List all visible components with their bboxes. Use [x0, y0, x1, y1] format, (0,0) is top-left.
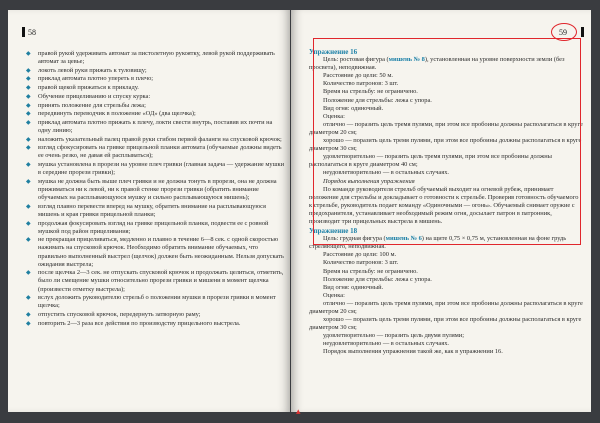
list-item: ◆ принять положение для стрельбы лежа; — [26, 102, 284, 110]
right-page-number: 59 — [559, 28, 567, 37]
param-line: Расстояние до цели: 100 м. — [323, 251, 397, 259]
param-line: Положение для стрельбы: лежа с упора. — [323, 275, 432, 283]
list-item: ◆ после щелчка 2—3 сек. не отпускать спусковой крючок и продолжать целиться, отметить, было ли смещение мушки относительно прорези гривки и мишени в момент щелчка (произвести отметку выстрела); — [26, 269, 284, 293]
list-item: ◆ локоть левой руки прижать к туловищу; — [26, 67, 284, 75]
grade-line: отлично — поразить цель тремя пулями, при этом все пробоины должны располагаться в круге диаметром 20 см; — [309, 120, 583, 136]
bottom-mark-icon: ▴ — [296, 406, 301, 416]
list-item: ◆ повторить 2—3 раза все действия по производству прицельного выстрела. — [26, 320, 284, 328]
list-item: ◆ мушка не должна быть выше плеч гривки и не должна тонуть в прорези, она не должна прижиматься ни к левой, ни к правой стенке прорези гривки (обратить внимание обучаемых на расплывающуюся мушку и сильно расплывающуюся мишень); — [26, 178, 284, 202]
exercise-18-grades — [309, 300, 583, 349]
param-line: Вид огня: одиночный. — [323, 104, 384, 112]
grade-line: отлично — поразить цель тремя пулями, при этом все пробоины должны располагаться в круге диаметром 20 см; — [309, 299, 583, 315]
goal-target: мишень № 6 — [385, 235, 422, 243]
param-line: Количество патронов: 3 шт. — [323, 80, 399, 88]
exercise-16-title: Упражнение 16 — [309, 48, 358, 56]
page-marker-bar — [22, 27, 25, 37]
list-item: ◆ Обучение прицеливанию и спуску курка: — [26, 93, 284, 101]
list-item: ◆ приклад автомата плотно упереть в плечо; — [26, 75, 284, 83]
list-item: ◆ не прекращая прицеливаться, медленно и плавно в течение 6—8 сек. с одной скоростью нажимать на спусковой крючок. Необходимо обратить внимание обучаемых, что правильно выполненный выстрел (щелчок) должен быть неожиданным. Нельзя допускать ожидания выстрела; — [26, 236, 284, 268]
list-item: ◆ вслух доложить руководителю стрельб о положении мушки в прорези гривки в момент щелчка; — [26, 294, 284, 310]
grade-line: хорошо — поразить цель тремя пулями, при этом все пробоины должны располагаться в круге диаметром 30 см; — [309, 137, 582, 153]
list-item: ◆ передвинуть переводчик в положение «ОД» (два щелчка); — [26, 110, 284, 118]
page-marker-bar — [581, 27, 584, 37]
grade-line: хорошо — поразить цель тремя пулями, при этом все пробоины должны располагаться в круге диаметром 30 см; — [309, 316, 582, 332]
param-line: Вид огня: одиночный. — [323, 283, 384, 291]
goal-suffix: ), установленная на уровне поверхности земли (без просвета), неподвижная. — [309, 56, 565, 72]
param-line: Время на стрельбу: не ограничено. — [323, 88, 418, 96]
left-page-number: 58 — [28, 28, 36, 37]
list-item: ◆ продолжая фокусировать взгляд на гривке прицельной планки, подвести ее с ровной мушкой под район прицеливания; — [26, 220, 284, 236]
exercise-18 — [309, 227, 583, 357]
list-item: ◆ наложить указательный палец правой руки сгибом первой фаланги на спусковой крючок; — [26, 136, 284, 144]
list-item: ◆ правой щекой прижаться к прикладу. — [26, 84, 284, 92]
param-line: Оценка: — [323, 112, 345, 120]
exercise-16-order-title: Порядок выполнения упражнения — [323, 177, 415, 185]
list-item: ◆ взгляд плавно перевести вперед на мушку, обратить внимание на расплывающуюся мишень и края гривки прицельной планки; — [26, 203, 284, 219]
exercise-18-title: Упражнение 18 — [309, 227, 358, 236]
list-item: ◆ взгляд сфокусировать на гривке прицельной планки автомата (обучаемые должны видеть ее очень резко, не давая ей расплываться); — [26, 144, 284, 160]
grade-line: удовлетворительно — поразить цель двумя пулями; — [323, 332, 465, 340]
exercise-18-closing: Порядок выполнения упражнения такой же, как в упражнении 16. — [323, 348, 503, 356]
list-item: ◆ приклад автомата плотно прижать к плечу, локти свести внутрь, поставив их почти на одну линию; — [26, 119, 284, 135]
list-item: ◆ отпустить спусковой крючок, передернуть затворную раму; — [26, 311, 284, 319]
exercise-16-order-text: По команде руководителя стрельб обучаемый выходит на огневой рубеж, принимает положение для стрельбы и докладывает о готовности к стрельбе. Проверив готовность обучаемого к стрельбе, руководитель подает команду «Одиночными — огонь». Обучаемый снимает оружие с предохранителя, устанавливает необходимый режим огня, досылает патрон в патронник, производит три прицельных выстрела в мишень. — [309, 185, 579, 225]
goal-prefix: Цель: ростовая фигура ( — [323, 56, 389, 64]
param-line: Положение для стрельбы: лежа с упора. — [323, 96, 432, 104]
exercise-16-highlight-box — [313, 38, 581, 245]
exercise-18-params — [309, 251, 583, 300]
list-item: ◆ мушка установлена в прорези на уровне плеч гривки (главная задача — удержание мушки в середине прорези гривки); — [26, 161, 284, 177]
grade-line: неудовлетворительно — в остальных случаях. — [323, 169, 449, 177]
grade-line: удовлетворительно — поразить цель тремя пулями, при этом все пробоины должны располагаться в круге диаметром 40 см; — [309, 153, 552, 169]
param-line: Количество патронов: 3 шт. — [323, 259, 399, 267]
param-line: Оценка: — [323, 291, 345, 299]
list-item: ◆ правой рукой удерживать автомат за пистолетную рукоятку, левой рукой поддерживать автомат за цевье; — [26, 50, 284, 66]
left-page — [8, 10, 290, 412]
goal-target: мишень № 8 — [388, 56, 425, 64]
grade-line: неудовлетворительно — в остальных случаях. — [323, 340, 449, 348]
goal-suffix: ) на щите 0,75 × 0,75 м, установленная на фоне грудь стреляющего, неподвижная. — [309, 235, 567, 251]
param-line: Расстояние до цели: 50 м. — [323, 72, 393, 80]
param-line: Время на стрельбу: не ограничено. — [323, 267, 418, 275]
goal-prefix: Цель: грудная фигура ( — [323, 235, 386, 243]
instruction-list — [26, 50, 284, 328]
